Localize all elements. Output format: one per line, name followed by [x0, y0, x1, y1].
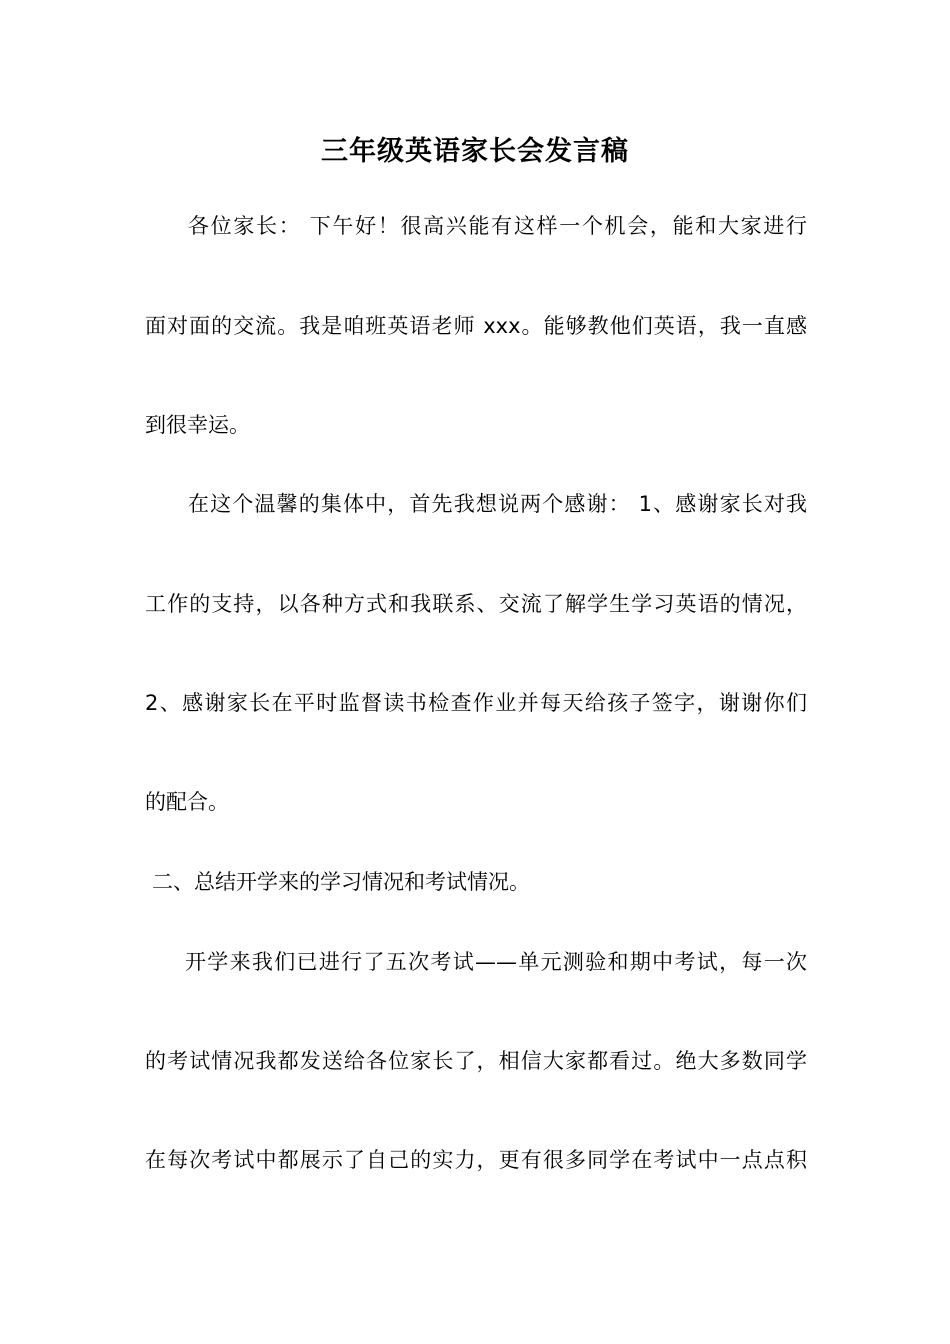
- paragraph-line: 的考试情况我都发送给各位家长了，相信大家都看过。绝大多数同学: [145, 1049, 807, 1073]
- paragraph-line: 在每次考试中都展示了自己的实力，更有很多同学在考试中一点点积: [145, 1148, 807, 1172]
- section-heading: 二、总结开学来的学习情况和考试情况。: [152, 870, 530, 894]
- paragraph-line: 的配合。: [145, 790, 229, 814]
- paragraph-line: 工作的支持，以各种方式和我联系、交流了解学生学习英语的情况，: [145, 592, 807, 616]
- document-title: 三年级英语家长会发言稿: [321, 136, 629, 167]
- paragraph-line: 在这个温馨的集体中，首先我想说两个感谢： 1、感谢家长对我: [188, 492, 807, 516]
- paragraph-line: 2、感谢家长在平时监督读书检查作业并每天给孩子签字，谢谢你们: [145, 691, 807, 715]
- paragraph-line: 到很幸运。: [145, 413, 250, 437]
- paragraph-line: 各位家长： 下午好！很高兴能有这样一个机会，能和大家进行: [188, 214, 807, 238]
- paragraph-line: 面对面的交流。我是咱班英语老师 xxx。能够教他们英语，我一直感: [145, 314, 807, 338]
- paragraph-line: 开学来我们已进行了五次考试——单元测验和期中考试，每一次: [185, 950, 807, 974]
